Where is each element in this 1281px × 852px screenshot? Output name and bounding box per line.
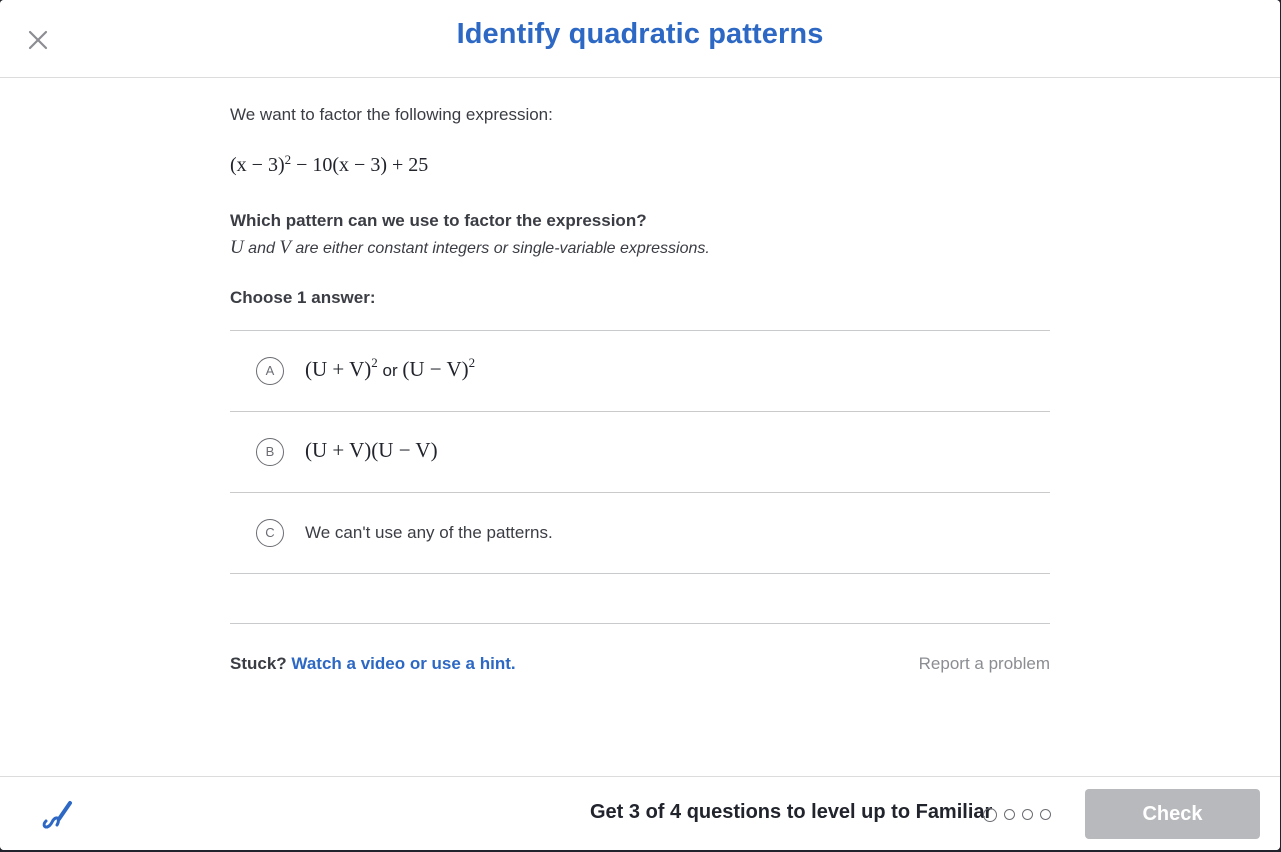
- progress-dot: [1040, 809, 1051, 820]
- choice-a-or: or: [377, 361, 403, 380]
- variable-u: U: [230, 237, 244, 258]
- choice-letter: B: [256, 438, 284, 466]
- choice-a[interactable]: [230, 331, 1050, 412]
- scratchpad-button[interactable]: [40, 799, 76, 833]
- choice-a-exponent1: 2: [371, 355, 378, 370]
- answer-choices: [230, 330, 1050, 574]
- variable-note: [230, 237, 710, 259]
- page-title: Identify quadratic patterns: [456, 18, 824, 50]
- expression-exponent: 2: [284, 152, 292, 167]
- variable-v: V: [279, 237, 291, 258]
- choice-content: (U + V)(U − V): [305, 438, 438, 462]
- choice-a-part1: (U + V): [305, 357, 372, 381]
- expression-part1: (x − 3): [230, 154, 285, 176]
- choice-b[interactable]: [230, 412, 1050, 493]
- question-text: Which pattern can we use to factor the expression?: [230, 211, 647, 230]
- report-problem-link[interactable]: Report a problem: [918, 654, 1050, 673]
- hint-link[interactable]: Watch a video or use a hint.: [291, 654, 516, 673]
- divider: [230, 623, 1050, 624]
- progress-dot: [1022, 809, 1033, 820]
- scratchpad-pencil-icon: [40, 799, 76, 833]
- progress-dot: [1004, 809, 1015, 820]
- footer: [0, 776, 1280, 850]
- choose-label: Choose 1 answer:: [230, 288, 376, 307]
- choice-a-part2: (U − V): [402, 357, 469, 381]
- check-button[interactable]: Check: [1085, 789, 1260, 839]
- problem-intro: We want to factor the following expression:: [230, 105, 553, 124]
- stuck-label: Stuck?: [230, 654, 287, 673]
- modal-header: [0, 0, 1280, 78]
- choice-letter: C: [256, 519, 284, 547]
- progress-dot: [983, 808, 997, 822]
- choice-c[interactable]: [230, 493, 1050, 574]
- note-rest: are either constant integers or single-variable expressions.: [290, 240, 710, 257]
- choice-content: We can't use any of the patterns.: [305, 523, 553, 542]
- choice-content: [305, 357, 475, 382]
- choice-a-exponent2: 2: [468, 355, 476, 370]
- levelup-text: Get 3 of 4 questions to level up to Familiar: [590, 801, 993, 823]
- note-and: and: [243, 240, 280, 257]
- choice-letter: A: [256, 357, 284, 385]
- expression-part2: − 10(x − 3) + 25: [291, 154, 429, 176]
- stuck-prompt: [230, 654, 516, 674]
- progress-dots: [983, 806, 1058, 822]
- problem-expression: [230, 154, 428, 177]
